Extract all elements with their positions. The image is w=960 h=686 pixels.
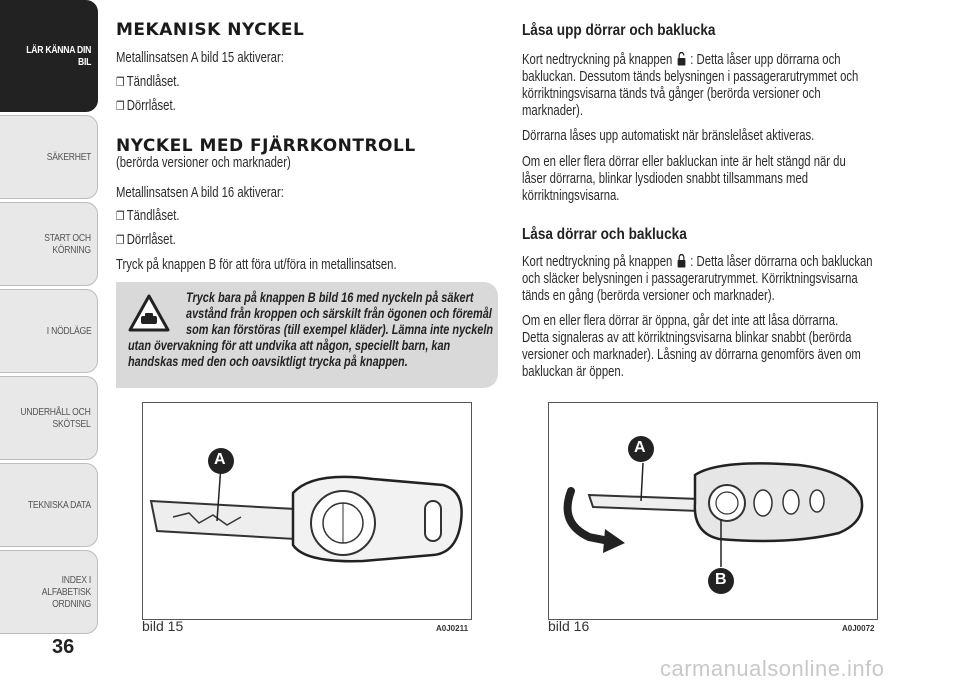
tab-label: START OCH KÖRNING bbox=[44, 232, 91, 256]
mechanical-key-illustration bbox=[143, 403, 471, 619]
paragraph-line: bakluckan är öppen. bbox=[522, 364, 624, 380]
callout-b-label: B bbox=[715, 571, 727, 588]
warning-line: utan övervakning för att undvika att någon, speciellt barn, kan bbox=[128, 337, 451, 353]
paragraph: Tryck på knappen B för att föra ut/föra in metallinsatsen. bbox=[116, 257, 397, 273]
warning-line: Tryck bara på knappen B bild 16 med nyckeln på säkert bbox=[186, 289, 474, 305]
unlock-icon bbox=[677, 52, 686, 66]
tab-label: INDEX I ALFABETISK ORDNING bbox=[41, 574, 91, 610]
lock-icon bbox=[677, 254, 686, 268]
figure-caption: bild 15 bbox=[142, 618, 184, 634]
chapter-sidebar bbox=[0, 0, 100, 686]
paragraph-line: Detta signaleras av att körriktningsvisarna blinkar snabbt (berörda bbox=[522, 330, 852, 346]
paragraph-line: versioner och marknader). Låsning av dörrarna genomförs även om bbox=[522, 347, 861, 363]
callout-a-label: A bbox=[214, 451, 226, 468]
figure-16-frame bbox=[548, 402, 878, 620]
tab-tekniska-data[interactable] bbox=[0, 463, 98, 547]
tab-lar-kanna-din-bil[interactable] bbox=[0, 0, 98, 112]
tab-label: UNDERHÅLL OCH SKÖTSEL bbox=[20, 406, 91, 430]
figure-code: A0J0072 bbox=[842, 624, 875, 633]
heading-lasa-dorrar: Låsa dörrar och baklucka bbox=[522, 226, 687, 243]
subheading: (berörda versioner och marknader) bbox=[116, 155, 291, 171]
heading-nyckel-med-fjarrkontroll: NYCKEL MED FJÄRRKONTROLL bbox=[116, 136, 416, 156]
bullet-item: ❒ Tändlåset. bbox=[116, 74, 180, 91]
tab-label: LÄR KÄNNA DIN BIL bbox=[26, 44, 91, 68]
tab-i-nodlage[interactable] bbox=[0, 289, 98, 373]
paragraph-line: tänds en gång (berörda versioner och marknader). bbox=[522, 288, 775, 304]
bullet-item: ❒ Dörrlåset. bbox=[116, 232, 176, 249]
text-segment: Kort nedtryckning på knappen bbox=[522, 254, 673, 270]
tab-label: SÄKERHET bbox=[46, 151, 91, 163]
figure-15-frame bbox=[142, 402, 472, 620]
paragraph-line: låser dörrarna, blinkar lysdioden snabbt tillsammans med bbox=[522, 171, 809, 187]
warning-line: handskas med den och oavsiktligt trycka på knappen. bbox=[128, 353, 408, 369]
heading-lasa-upp: Låsa upp dörrar och baklucka bbox=[522, 22, 716, 39]
tab-start-och-korning[interactable] bbox=[0, 202, 98, 286]
paragraph-line bbox=[522, 254, 873, 271]
heading-mekanisk-nyckel: MEKANISK NYCKEL bbox=[116, 20, 305, 40]
figure-code: A0J0211 bbox=[436, 624, 469, 633]
tab-label: TEKNISKA DATA bbox=[28, 499, 91, 511]
paragraph: Dörrarna låses upp automatiskt när bränslelåset aktiveras. bbox=[522, 128, 815, 144]
tab-index[interactable] bbox=[0, 550, 98, 634]
figure-caption: bild 16 bbox=[548, 618, 590, 634]
paragraph: Metallinsatsen A bild 16 aktiverar: bbox=[116, 185, 284, 201]
tab-label: I NÖDLÄGE bbox=[46, 325, 91, 337]
page-number: 36 bbox=[52, 636, 75, 658]
paragraph-line: Om en eller flera dörrar är öppna, går det inte att låsa dörrarna. bbox=[522, 313, 839, 329]
bullet-item: ❒ Dörrlåset. bbox=[116, 98, 176, 115]
paragraph-line bbox=[522, 52, 841, 69]
bullet-item: ❒ Tändlåset. bbox=[116, 208, 180, 225]
warning-line: som kan förstöras (till exempel kläder). Lämna inte nyckeln bbox=[186, 321, 494, 337]
paragraph-line: körriktningsvisarna. bbox=[522, 188, 620, 204]
paragraph-line: körriktningsvisarna tänds två gånger (berörda versioner och bbox=[522, 86, 821, 102]
paragraph-line: marknader). bbox=[522, 103, 583, 119]
paragraph: Metallinsatsen A bild 15 aktiverar: bbox=[116, 50, 284, 66]
tab-sakerhet[interactable] bbox=[0, 115, 98, 199]
paragraph-line: bakluckan. Dessutom tänds belysningen i passagerarutrymmet och bbox=[522, 69, 859, 85]
text-segment: : Detta låser upp dörrarna och bbox=[690, 52, 841, 68]
paragraph-line: Om en eller flera dörrar eller bakluckan inte är helt stängd när du bbox=[522, 154, 846, 170]
warning-line: avstånd från kroppen och särskilt från ögonen och föremål bbox=[186, 305, 492, 321]
paragraph-line: och släcker belysningen i passagerarutrymmet. Körriktningsvisarna bbox=[522, 271, 858, 287]
text-segment: : Detta låser dörrarna och bakluckan bbox=[690, 254, 873, 270]
watermark: carmanualsonline.info bbox=[660, 656, 885, 681]
callout-a-label: A bbox=[634, 439, 646, 456]
tab-underhall-och-skotsel[interactable] bbox=[0, 376, 98, 460]
warning-icon bbox=[128, 294, 170, 332]
text-segment: Kort nedtryckning på knappen bbox=[522, 52, 673, 68]
